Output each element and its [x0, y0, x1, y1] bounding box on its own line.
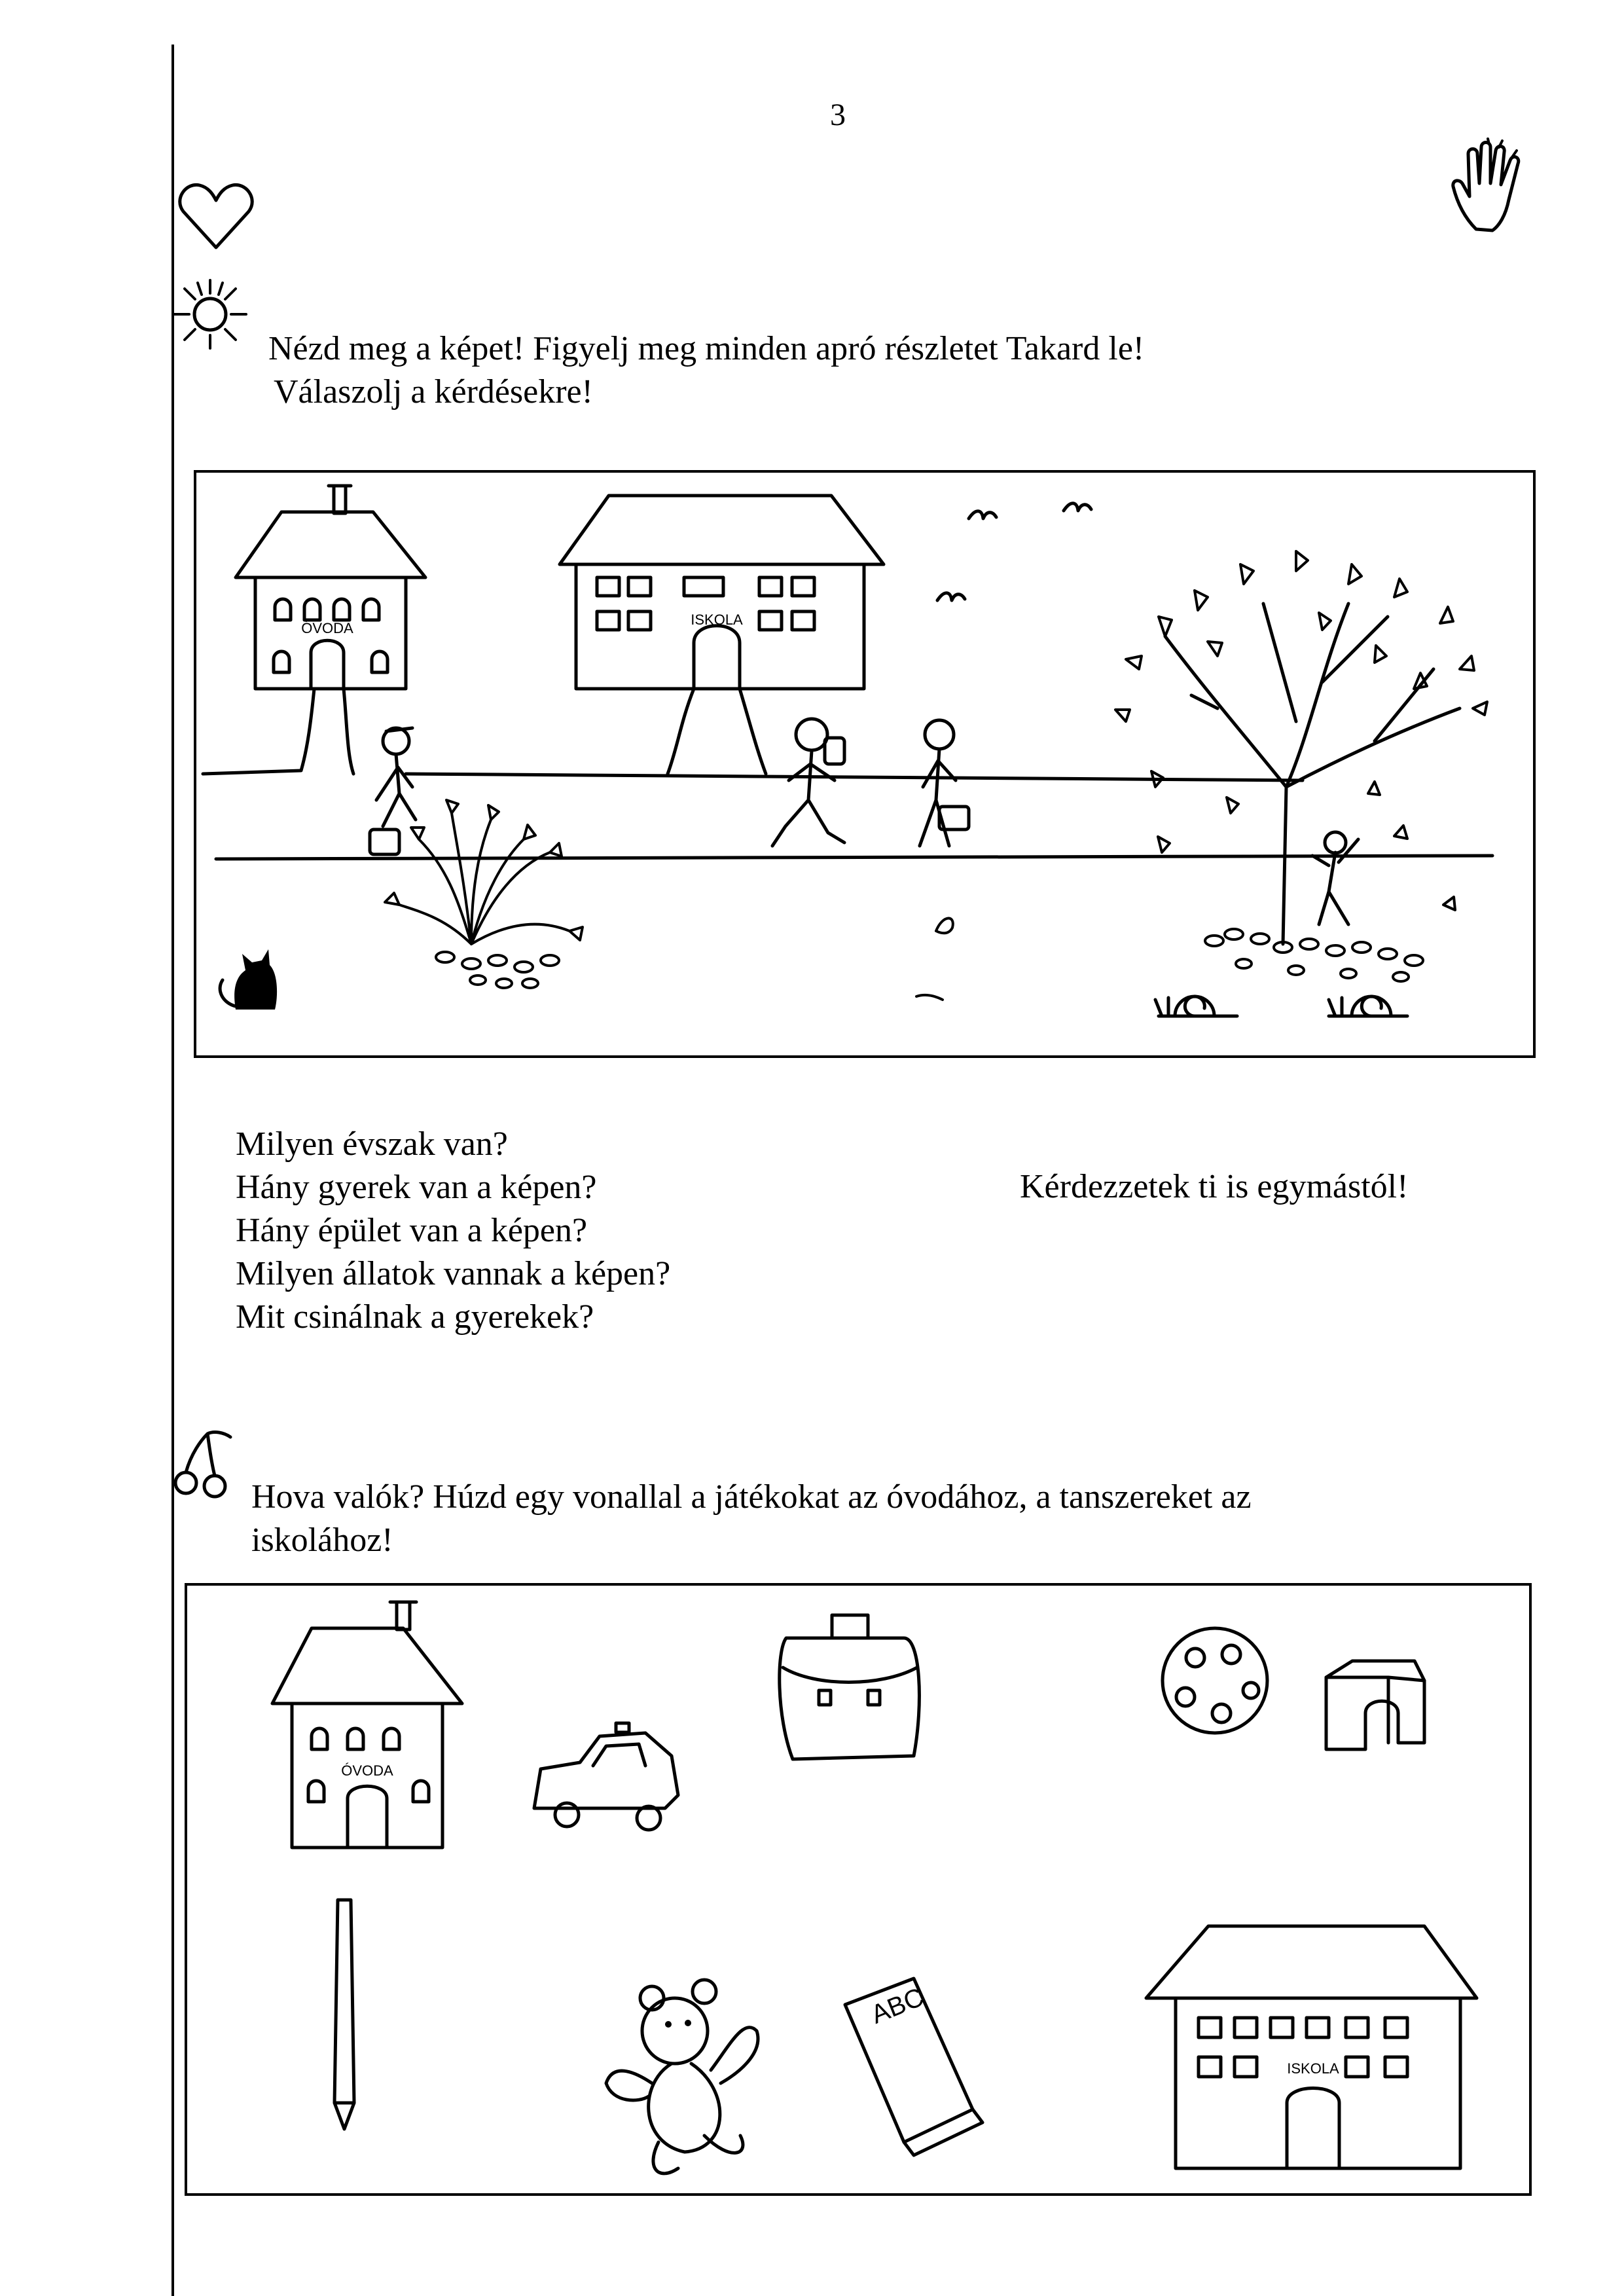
school-building: [1146, 1926, 1477, 2168]
kindergarten-sign: ÓVODA: [341, 1762, 393, 1779]
matching-picture: [185, 1583, 1532, 2196]
matching-drawing: [187, 1586, 1529, 2193]
school-scene-picture: [194, 470, 1536, 1058]
question-item: Hány gyerek van a képen?: [236, 1169, 597, 1206]
girl-with-backpack: [772, 719, 844, 846]
school-building: [560, 496, 884, 689]
pencil: [334, 1900, 354, 2129]
bush: [385, 800, 583, 944]
question-item: Mit csinálnak a gyerekek?: [236, 1298, 594, 1336]
child-with-briefcase: [920, 720, 969, 846]
task2-instruction-line1: Hova valók? Húzd egy vonallal a játékokat az óvodához, a tanszereket az: [251, 1478, 1252, 1516]
snails: [1155, 996, 1407, 1016]
question-item: Milyen évszak van?: [236, 1125, 508, 1163]
autumn-tree: [1115, 551, 1487, 944]
task1-instruction-line2: Válaszolj a kérdésekre!: [274, 373, 593, 410]
task1-instruction-line1: Nézd meg a képet! Figyelj meg minden apró részletet Takard le!: [268, 330, 1145, 367]
hand-icon: [1450, 137, 1542, 236]
abc-book-label: ABC: [867, 1982, 928, 2030]
teddy-bear: [606, 1980, 758, 2174]
question-item: Hány épület van a képen?: [236, 1212, 588, 1249]
kindergarten-building: [236, 486, 425, 689]
ask-each-other-prompt: Kérdezzetek ti is egymástól!: [1020, 1168, 1409, 1205]
abc-book: [845, 1978, 983, 2155]
margin-line: [171, 45, 174, 2296]
black-cat: [220, 949, 277, 1010]
kindergarten-sign: ÓVODA: [301, 620, 353, 636]
page-number: 3: [830, 98, 846, 132]
child-in-tree: [1312, 832, 1358, 924]
toy-ball: [1163, 1628, 1267, 1733]
question-list: [236, 1123, 670, 1339]
toy-block: [1326, 1661, 1424, 1749]
school-sign: ISKOLA: [691, 611, 743, 628]
cherry-icon: [171, 1427, 237, 1499]
kindergarten-building: [272, 1602, 462, 1848]
question-item: Milyen állatok vannak a képen?: [236, 1255, 671, 1292]
falling-leaves: [916, 771, 1455, 1000]
toy-car: [534, 1723, 678, 1830]
school-sign: ISKOLA: [1287, 2060, 1339, 2077]
bird-flock: [937, 503, 1091, 600]
school-bag: [780, 1615, 920, 1759]
boy-with-bag: [370, 728, 416, 854]
school-scene-drawing: [196, 473, 1533, 1055]
ground-leaves: [436, 929, 1423, 988]
sun-icon: [168, 275, 253, 354]
heart-icon: [177, 182, 255, 254]
task2-instruction-line2: iskolához!: [251, 1522, 393, 1559]
